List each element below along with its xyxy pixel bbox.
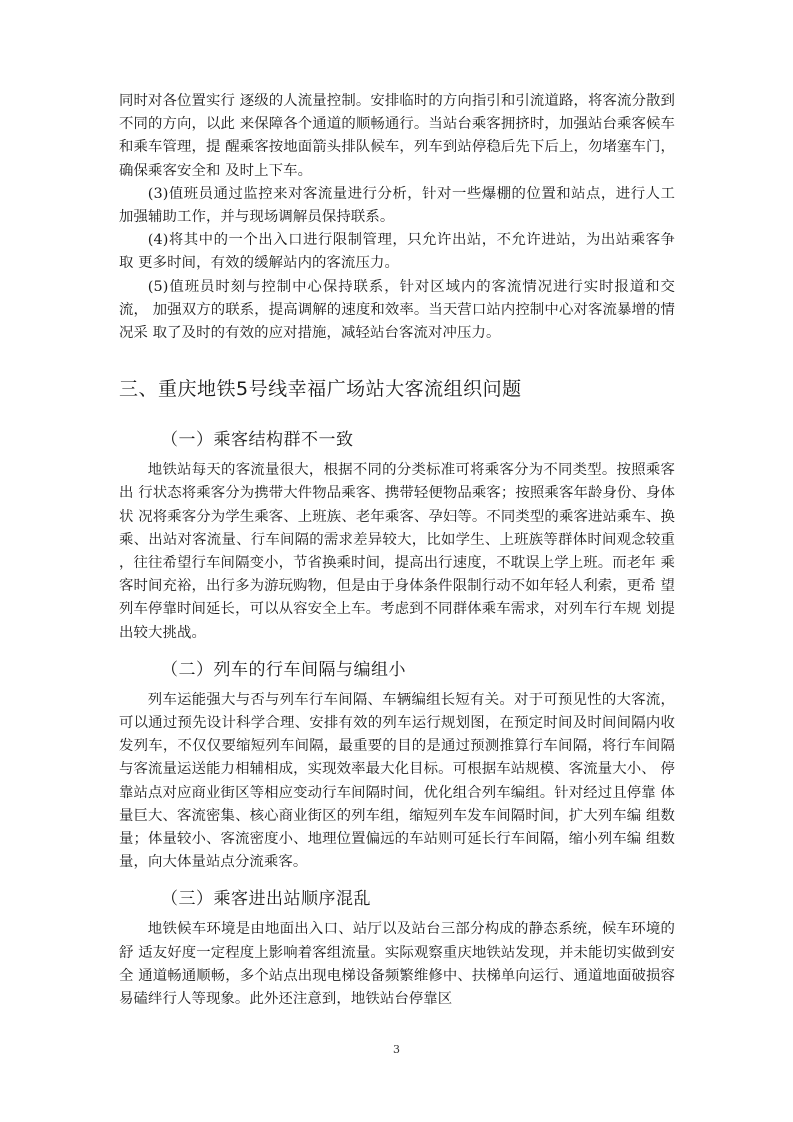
spacer bbox=[119, 345, 675, 375]
paragraph-item-5: (5)值班员时刻与控制中心保持联系，针对区域内的客流情况进行实时报道和交流， 加强双方的联系，提高调解的速度和效率。当天营口站内控制中心对客流暴增的情况采 取了及时的有效的应对措施，减轻站台客流对冲压力。 bbox=[119, 278, 675, 342]
paragraph-crowd-control: 同时对各位置实行 逐级的人流量控制。安排临时的方向指引和引流道路，将客流分散到不同的方向，以此 来保障各个通道的顺畅通行。当站台乘客拥挤时，加强站台乘客候车和乘车管理，提 醒乘客按地面箭头排队候车，列车到站停稳后先下后上，勿堵塞车门，确保乘客安全和 及时上下车。 bbox=[119, 93, 675, 179]
spacer bbox=[119, 403, 675, 427]
page-content bbox=[119, 90, 675, 1011]
subsection-2-paragraph: 列车运能强大与否与列车行车间隔、车辆编组长短有关。对于可预见性的大客流，可以通过预先设计科学合理、安排有效的列车运行规划图，在预定时间及时间间隔内收 发列车，不仅仅要缩短列车间隔，最重要的目的是通过预测推算行车间隔，将行车间隔 与客流量运送能力相辅相成，实现效率最大化目标。可根据车站规模、客流量大小、 停靠站点对应商业街区等相应变动行车间隔时间，优化组合列车编组。针对经过且停靠 体量巨大、客流密集、核心商业街区的列车组，缩短列车发车间隔时间，扩大列车编 组数量；体量较小、客流密度小、地理位置偏远的车站则可延长行车间隔，缩小列车编 组数量，向大体量站点分流乘客。 bbox=[119, 691, 675, 871]
page-number: 3 bbox=[393, 1043, 400, 1056]
paragraph-item-3: (3)值班员通过监控来对客流量进行分析，针对一些爆棚的位置和站点，进行人工加强辅助工作，并与现场调解员保持联系。 bbox=[119, 185, 675, 226]
spacer bbox=[119, 645, 675, 657]
subsection-3-paragraph: 地铁候车环境是由地面出入口、站厅以及站台三部分构成的静态系统，候车环境的舒 适友好度一定程度上影响着客组流量。实际观察重庆地铁站发现，并未能切实做到安全 通道畅通顺畅，多个站点出现电梯设备频繁维修中、扶梯单向运行、通道地面破损容 易磕绊行人等现象。此外还注意到，地铁站台停靠区 bbox=[119, 921, 675, 1008]
paragraph-item-4: (4)将其中的一个出入口进行限制管理，只允许出站，不允许进站，为出站乘客争取 更多时间，有效的缓解站内的客流压力。 bbox=[119, 232, 675, 272]
spacer bbox=[119, 874, 675, 886]
subsection-1-paragraph: 地铁站每天的客流量很大，根据不同的分类标准可将乘客分为不同类型。按照乘客出 行状态将乘客分为携带大件物品乘客、携带轻便物品乘客；按照乘客年龄身份、身体状 况将乘客分为学生乘客、上班族、老年乘客、孕妇等。不同类型的乘客进站乘车、换 乘、出站对客流量、行车间隔的需求差异较大，比如学生、上班族等群体时间观念较重 ，往往希望行车间隔变小，节省换乘时间，提高出行速度，不耽误上学上班。而老年 乘客时间充裕，出行多为游玩购物，但是由于身体条件限制行动不如年轻人利索，更希 望列车停靠时间延长，可以从容安全上车。考虑到不同群体乘车需求，对列车行车规 划提出较大挑战。 bbox=[119, 462, 675, 641]
subsection-heading-3: （三）乘客进出站顺序混乱 bbox=[161, 889, 371, 910]
subsection-heading-1: （一）乘客结构群不一致 bbox=[161, 430, 354, 451]
subsection-heading-2: （二）列车的行车间隔与编组小 bbox=[161, 659, 406, 680]
section-heading: 三、重庆地铁5号线幸福广场站大客流组织问题 bbox=[119, 378, 522, 401]
